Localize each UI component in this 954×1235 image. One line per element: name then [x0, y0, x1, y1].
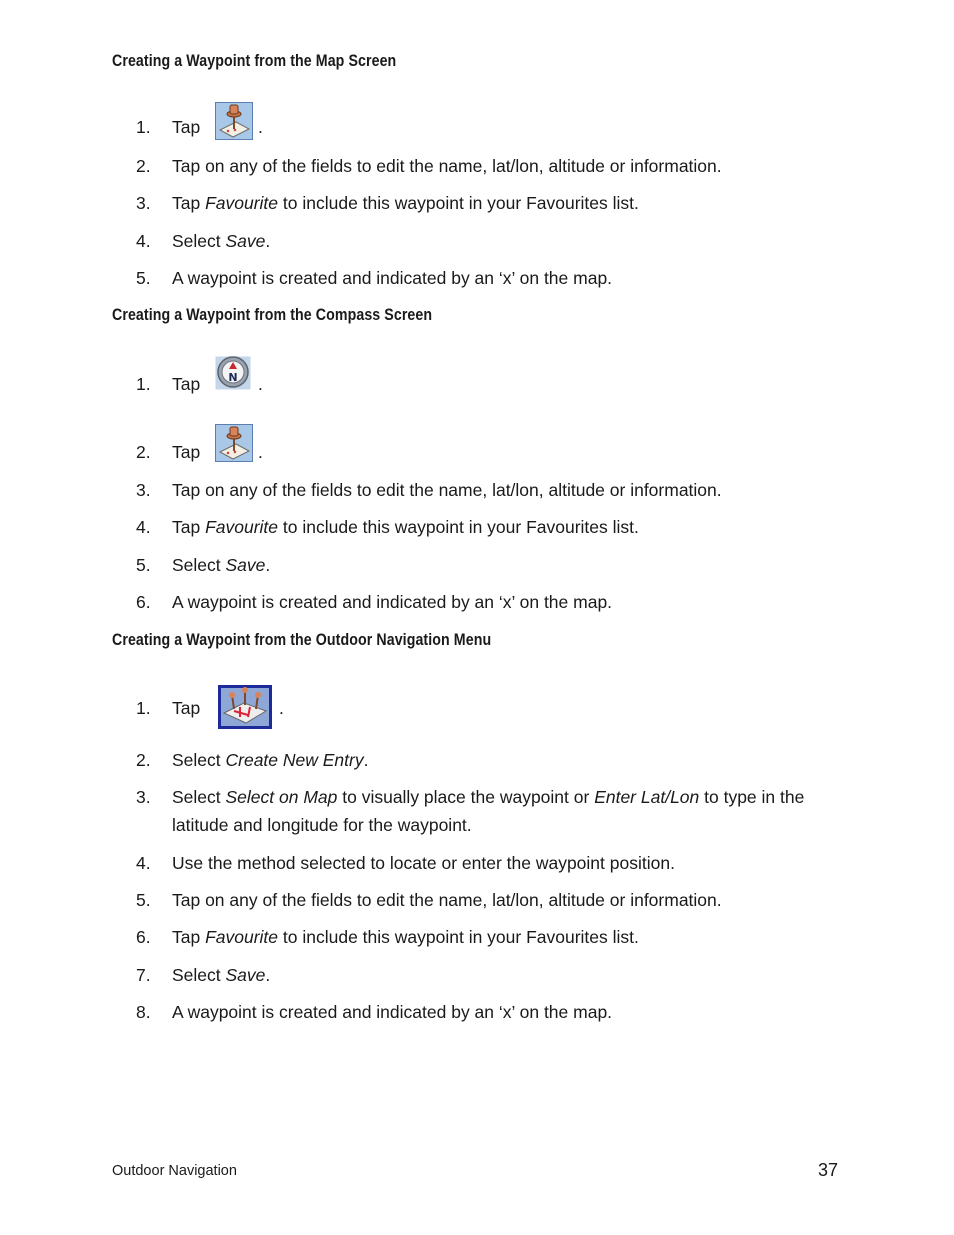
step-text: Tap on any of the fields to edit the name, lat/lon, altitude or information.: [172, 890, 722, 910]
page-number: 37: [818, 1160, 839, 1180]
step-text: A waypoint is created and indicated by an ‘x’ on the map.: [172, 592, 613, 612]
step-text: Tap on any of the fields to edit the name, lat/lon, altitude or information.: [172, 156, 722, 176]
svg-text:N: N: [228, 371, 238, 384]
ui-term: Enter Lat/Lon: [594, 787, 700, 807]
step-number: 5.: [136, 555, 151, 575]
step-text: to visually place the waypoint or: [337, 787, 595, 807]
step-text: Tap: [172, 442, 201, 462]
step-number: 4.: [136, 231, 151, 251]
step-number: 5.: [136, 890, 151, 910]
ui-term: Save: [225, 555, 266, 575]
step-text: .: [265, 231, 271, 251]
ui-term: Favourite: [205, 193, 279, 213]
step-number: 2.: [136, 156, 151, 176]
footer-chapter-title: Outdoor Navigation: [112, 1163, 237, 1179]
step-text-end: .: [258, 374, 263, 394]
step-text: Tap: [172, 193, 206, 213]
step-number: 2.: [136, 442, 151, 462]
step-text: Tap: [172, 927, 206, 947]
step-number: 1.: [136, 117, 151, 137]
step-text: Tap: [172, 117, 201, 137]
step-number: 2.: [136, 750, 151, 770]
step-text: .: [265, 965, 271, 985]
step-text: Select: [172, 555, 226, 575]
step-text: to type in the latitude and longitude for the waypoint.: [172, 787, 805, 835]
waypoints-menu-icon: [218, 685, 272, 737]
ui-term: Favourite: [205, 927, 279, 947]
step-number: 8.: [136, 1002, 151, 1022]
step-number: 6.: [136, 592, 151, 612]
pushpin-map-icon: [215, 102, 253, 148]
step-text: .: [265, 555, 271, 575]
step-text: Tap: [172, 517, 206, 537]
step-text: Tap: [172, 374, 201, 394]
ui-term: Select on Map: [225, 787, 338, 807]
step-number: 6.: [136, 927, 151, 947]
ui-term: Save: [225, 965, 266, 985]
step-number: 3.: [136, 787, 151, 807]
step-number: 5.: [136, 268, 151, 288]
step-text: Select: [172, 787, 226, 807]
step-number: 4.: [136, 517, 151, 537]
step-number: 3.: [136, 480, 151, 500]
section-heading-map-screen: Creating a Waypoint from the Map Screen: [112, 52, 397, 70]
pushpin-map-icon: [215, 424, 253, 470]
step-number: 1.: [136, 698, 151, 718]
ui-term: Create New Entry: [225, 750, 364, 770]
step-text-end: .: [279, 698, 284, 718]
step-number: 7.: [136, 965, 151, 985]
step-text: to include this waypoint in your Favourites list.: [278, 193, 639, 213]
compass-icon: [215, 356, 251, 398]
ui-term: Save: [225, 231, 266, 251]
step-text: Tap: [172, 698, 201, 718]
step-text: Tap on any of the fields to edit the name, lat/lon, altitude or information.: [172, 480, 722, 500]
step-text-end: .: [258, 442, 263, 462]
section-heading-compass-screen: Creating a Waypoint from the Compass Screen: [112, 306, 433, 324]
step-text: to include this waypoint in your Favourites list.: [278, 517, 639, 537]
step-text: A waypoint is created and indicated by an ‘x’ on the map.: [172, 268, 613, 288]
step-number: 4.: [136, 853, 151, 873]
step-number: 3.: [136, 193, 151, 213]
step-text: .: [363, 750, 369, 770]
step-number: 1.: [136, 374, 151, 394]
step-text: Select: [172, 750, 226, 770]
step-text: Use the method selected to locate or enter the waypoint position.: [172, 853, 675, 873]
step-text: Select: [172, 231, 226, 251]
step-text: to include this waypoint in your Favourites list.: [278, 927, 639, 947]
step-text-end: .: [258, 117, 263, 137]
ui-term: Favourite: [205, 517, 279, 537]
step-text: A waypoint is created and indicated by an ‘x’ on the map.: [172, 1002, 613, 1022]
step-text: Select: [172, 965, 226, 985]
section-heading-outdoor-navigation-menu: Creating a Waypoint from the Outdoor Navigation Menu: [112, 631, 492, 649]
